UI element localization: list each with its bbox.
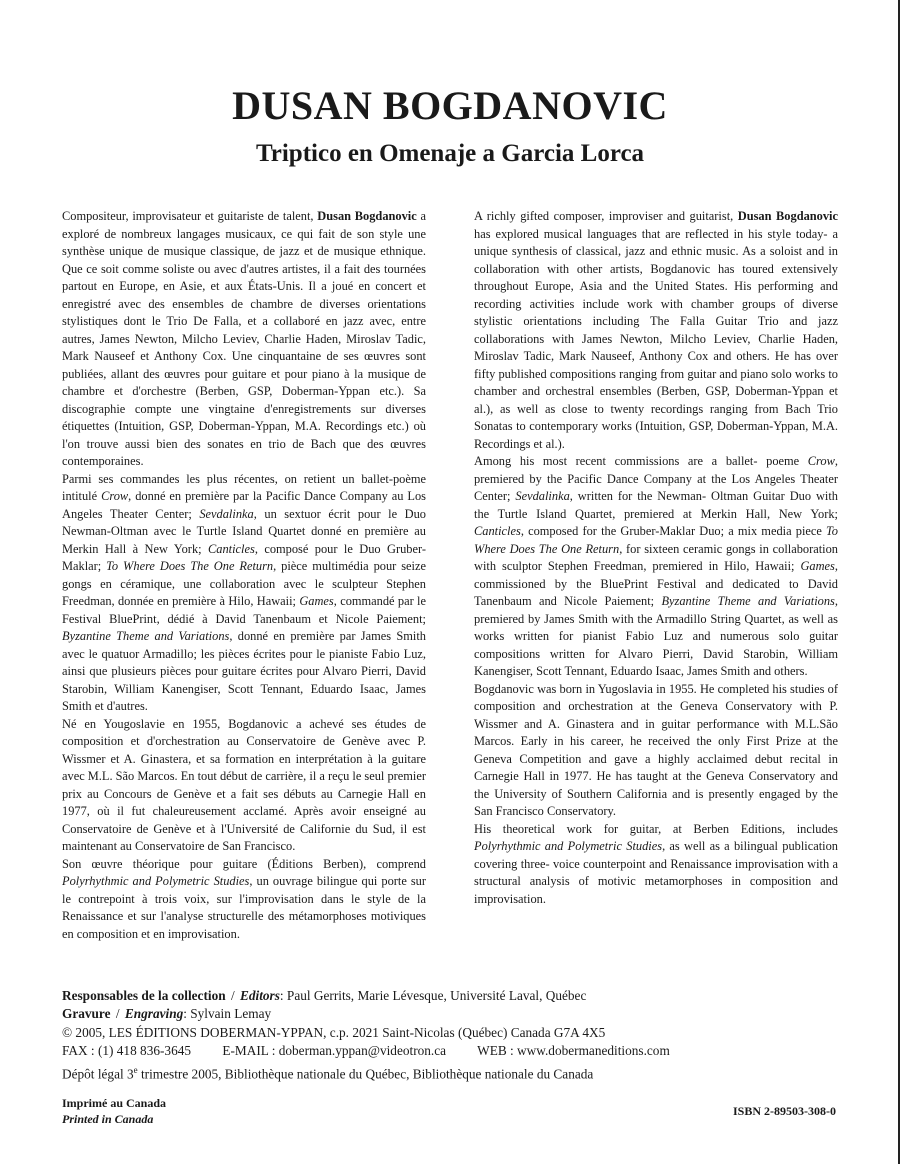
- work-title-italic: Games: [299, 594, 334, 608]
- work-title-italic: Byzantine Theme and Variations: [661, 594, 835, 608]
- printed-in-fr: Imprimé au Canada: [62, 1096, 167, 1110]
- text-run: , un sextuor écrit pour le Duo Newman-Oltman avec le Turtle Island Quartet donné en première au Merkin Hall à New York;: [62, 506, 426, 556]
- copyright-line: © 2005, LES ÉDITIONS DOBERMAN-YPPAN, c.p. 2021 Saint-Nicolas (Québec) Canada G7A 4X5: [62, 1024, 606, 1040]
- email-address: E-MAIL : doberman.yppan@videotron.ca: [222, 1043, 447, 1059]
- work-title-italic: Canticles: [474, 524, 521, 538]
- editors-names: : Paul Gerrits, Marie Lévesque, Université Laval, Québec: [279, 988, 587, 1003]
- work-title-italic: Crow: [101, 489, 129, 503]
- publication-credits: [62, 987, 842, 1083]
- composer-name-title: DUSAN BOGDANOVIC: [232, 83, 668, 128]
- bio-en-paragraph-1: [474, 208, 838, 453]
- bio-en-paragraph-3: [474, 681, 838, 821]
- work-title-italic: Sevdalinka: [515, 489, 570, 503]
- legal-deposit-superscript: e: [133, 1064, 138, 1075]
- text-run: , un ouvrage bilingue qui porte sur le contrepoint à trois voix, sur l'improvisation dans le style de la Renaissance et sur l'analyse structurelle des métamorphoses motiviques en composition et en improvisation.: [62, 874, 427, 941]
- text-run: His theoretical work for guitar, at Berben Editions, includes: [474, 821, 838, 836]
- work-title-italic: Sevdalinka: [199, 506, 254, 521]
- legal-deposit-text-start: Dépôt légal 3: [62, 1066, 134, 1082]
- bio-fr-paragraph-3: [62, 716, 426, 856]
- text-run: , for sixteen ceramic gongs in collaboration with sculptor Stephen Freedman, premiered in Hilo, Hawaii;: [474, 541, 839, 573]
- text-run: , written for the Newman- Oltman Guitar Duo with the Turtle Island Quartet, premiered at Merkin Hall, New York;: [474, 489, 838, 521]
- isbn-number: ISBN 2-89503-308-0: [732, 1104, 836, 1118]
- bio-fr-paragraph-1: [62, 208, 426, 471]
- text-run: Compositeur, improvisateur et guitariste de talent,: [62, 209, 318, 223]
- legal-deposit-line: [62, 1061, 842, 1084]
- text-run: , composed for the Gruber-Maklar Duo; a mix media piece: [520, 524, 827, 538]
- text-run: , commissioned by the BluePrint Festival and dedicated to David Tanenbaum and Nicole Paiement;: [474, 559, 838, 608]
- text-run: A richly gifted composer, improviser and guitarist,: [474, 209, 738, 223]
- work-title-italic: To Where Does The One Return: [474, 524, 838, 556]
- text-run: a exploré de nombreux langages musicaux, ce qui fait de son style une synthèse unique de musique classique, de jazz et de musique ethnique. Que ce soit comme soliste ou avec d'autres artistes, il a fait des tournées partout en Europe, en Asie, et aux États-Unis. Il a joué en concert et enregistré avec des ensembles de chambre de diverses orientations stylistiques dont le Trio De Falla, et a collaboré en jazz avec, entre autres, James Newton, Milcho Leviev, Charlie Haden, Miroslav Tadic, Mark Nauseef et Anthony Cox. Une cinquantaine de ses œuvres sont publiées, allant des œuvres pour guitare et pour piano à la musique de chambre et d'orchestre (Berben, GSP, Doberman-Yppan etc.). Sa discographie compte une vingtaine d'enregistrements sur diverses étiquettes (Intuition, GSP, Doberman-Yppan, M.A. Recordings etc.) où l'on trouve aussi bien des sonates en trio de Bach que des œuvres contemporaines.: [62, 209, 426, 468]
- text-run: Son œuvre théorique pour guitare (Éditions Berben), comprend: [62, 856, 426, 871]
- editors-label-en: Editors: [240, 988, 280, 1003]
- text-run: , composé pour le Duo Gruber-Maklar;: [62, 541, 426, 573]
- fax-number: FAX : (1) 418 836-3645: [62, 1043, 192, 1059]
- text-run: , donné en première par James Smith avec le quatuor Armadillo; les pièces écrites pour le pianiste Fabio Luz, ainsi que plusieurs pièces pour guitare écrites pour Alvaro Pierri, David Starobin, William Kanengiser, Scott Tennant, Eduardo Isaac, James Smith et d'autres.: [62, 629, 426, 713]
- work-title-italic: Polyrhythmic and Polymetric Studies: [62, 874, 250, 888]
- website-address: WEB : www.dobermaneditions.com: [477, 1043, 670, 1059]
- printed-in-block: [62, 1095, 166, 1127]
- engraving-label-en: Engraving: [124, 1006, 184, 1022]
- text-run: , premiered by the Pacific Dance Company at the Los Angeles Theater Center;: [474, 454, 838, 503]
- text-run: , donné en première par la Pacific Dance Company au Los Angeles Theater Center;: [62, 489, 426, 521]
- bio-fr-paragraph-2: [62, 471, 426, 716]
- text-run: , as well as a bilingual publication covering three- voice counterpoint and Renaissance improvisation with a structural analysis of motivic metamorphoses in composition and improvisation.: [474, 839, 838, 906]
- text-run: , premiered by James Smith with the Armadillo String Quartet, as well as works written for pianist Fabio Luz and numerous solo guitar compositions written for Alvaro Pierri, David Starobin, William Kanengiser, Scott Tennant, Eduardo Isaac, James Smith and others.: [474, 594, 838, 678]
- biography-french-column: [62, 208, 426, 943]
- label-separator: /: [115, 1006, 120, 1022]
- work-title-italic: Byzantine Theme and Variations: [62, 629, 230, 643]
- text-run: Parmi ses commandes les plus récentes, on retient un ballet-poème intitulé: [62, 471, 426, 503]
- label-separator: /: [230, 988, 235, 1003]
- legal-deposit-text-end: trimestre 2005, Bibliothèque nationale du Québec, Bibliothèque nationale du Canada: [137, 1066, 594, 1082]
- text-run: Né en Yougoslavie en 1955, Bogdanovic a achevé ses études de composition et d'orchestration au Conservatoire de Genève avec P. Wissmer et A. Ginastera, et sa formation en interprétation à la guitare avec M.L. São Marcos. En tout début de carrière, il a reçu le seul premier prix au Concours de Genève et a fait ses débuts au Carnegie Hall en 1977, où il fut chaleureusement acclamé. Après avoir enseigné au Conservatoire de Genève et à l'Université de Californie du Sud, il est maintenant au Conservatoire de San Francisco.: [62, 716, 426, 853]
- engraving-label-fr: Gravure: [62, 1006, 111, 1022]
- bold-name: Dusan Bogdanovic: [737, 209, 838, 223]
- text-run: has explored musical languages that are reflected in his style today- a unique synthesis of classical, jazz and ethnic music. As a soloist and in collaboration with other artists, Bogdanovic has toured extensively throughout Europe, Asia and the United States. His performing and recording activities include work with chamber groups of diverse stylistic orientations including The Falla Guitar Trio and jazz collaborations with James Newton, Milcho Leviev, Charlie Haden, Miroslav Tadic, Mark Nauseef, Anthony Cox and others. He has over fifty published compositions ranging from guitar and piano solo works to chamber and orchestral ensembles (Berben, GSP, Doberman-Yppan et al.), as well as close to twenty recordings ranging from Bach Trio Sonatas to contemporary works (Intuition, GSP, Doberman-Yppan, M.A. Recordings et al.).: [474, 226, 838, 451]
- printed-in-en: Printed in Canada: [62, 1112, 154, 1126]
- bio-en-paragraph-2: [474, 453, 838, 681]
- text-run: Among his most recent commissions are a ballet- poeme: [474, 454, 808, 468]
- bio-fr-paragraph-4: [62, 856, 426, 944]
- work-title-italic: Games: [800, 559, 835, 573]
- work-subtitle: Triptico en Omenaje a Garcia Lorca: [255, 140, 645, 167]
- work-title-italic: To Where Does The One Return: [106, 559, 274, 573]
- biography-english-column: [474, 208, 838, 908]
- text-run: Bogdanovic was born in Yugoslavia in 1955. He completed his studies of composition and orchestration at the Geneva Conservatory with P. Wissmer and A. Ginastera and in guitar performance with M.L.São Marcos. Early in his career, he received the only First Prize at the Geneva Competition and gave a highly acclaimed debut recital in Carnegie Hall in 1977. He has taught at the Geneva Conservatory and the University of Southern California and is presently engaged by the San Francisco Conservatory.: [474, 681, 838, 818]
- work-title-italic: Polyrhythmic and Polymetric Studies: [474, 839, 663, 853]
- text-run: , pièce multimédia pour seize gongs en céramique, une collaboration avec le sculpteur Stephen Freedman, donnée en première à Hilo, Hawaii;: [62, 559, 427, 608]
- bio-en-paragraph-4: [474, 821, 838, 909]
- bold-name: Dusan Bogdanovic: [317, 209, 417, 223]
- work-title-italic: Crow: [807, 454, 835, 468]
- engraver-name: : Sylvain Lemay: [183, 1006, 272, 1022]
- engraving-line: [62, 1005, 842, 1023]
- editors-label-fr: Responsables de la collection: [62, 988, 226, 1003]
- text-run: , commandé par le Festival BluePrint, dédié à David Tanenbaum et Nicole Paiement;: [62, 594, 426, 626]
- work-title-italic: Canticles: [208, 541, 255, 556]
- contact-line: [62, 1042, 842, 1060]
- editors-line: [62, 987, 842, 1005]
